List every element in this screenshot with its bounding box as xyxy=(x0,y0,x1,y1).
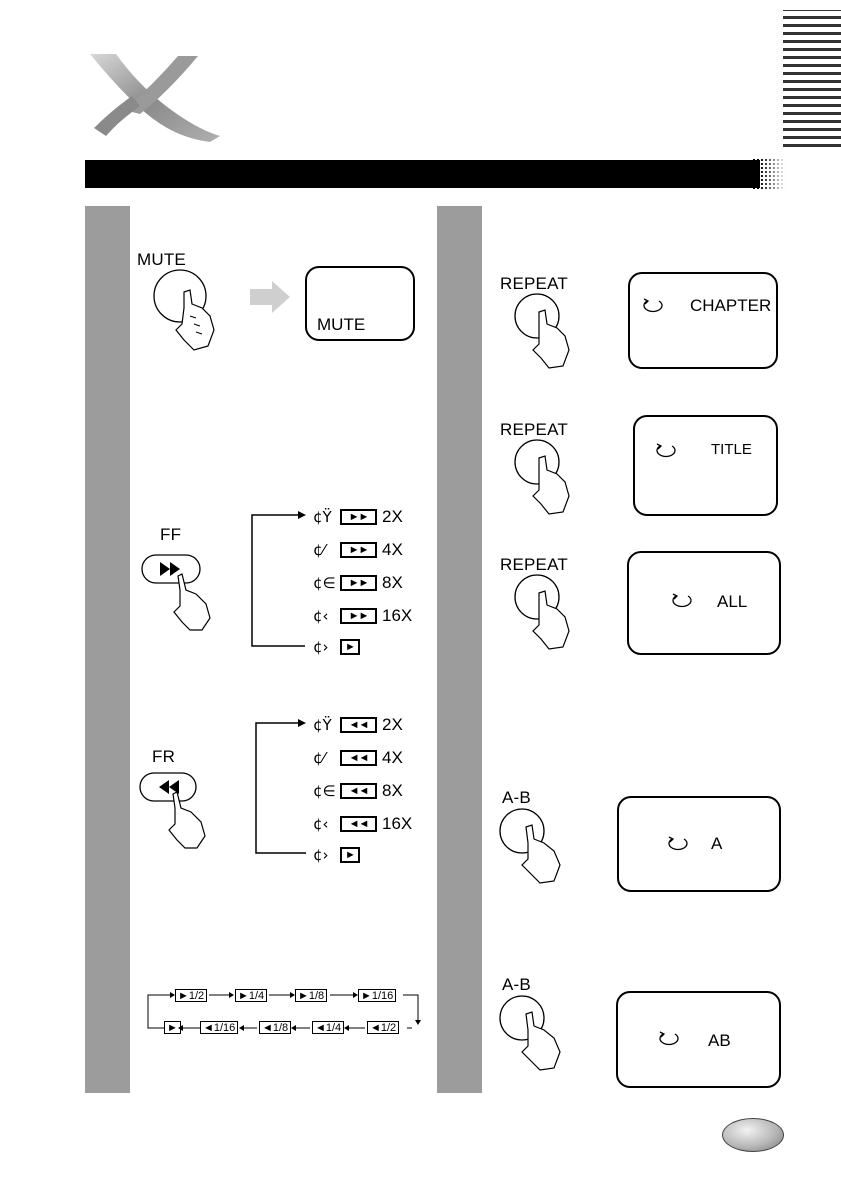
repeat-icon xyxy=(669,593,695,609)
fr-speed-list xyxy=(313,709,412,870)
section-header-bar xyxy=(85,160,760,188)
repeat-title-text: TITLE xyxy=(711,441,752,458)
ff-option: ¢‹ ►► 16X xyxy=(313,605,413,625)
ab-a-text: A xyxy=(711,834,723,853)
repeat-icon xyxy=(640,298,666,314)
slow-reverse-1-2: ◄1/2 xyxy=(367,1021,399,1034)
mute-button-label: MUTE xyxy=(137,250,186,269)
ab-button-label: A-B xyxy=(502,975,531,994)
x-logo-icon xyxy=(82,52,222,144)
slow-forward-1-2: ►1/2 xyxy=(175,989,207,1002)
slow-forward-1-4: ►1/4 xyxy=(235,989,267,1002)
page-number-badge xyxy=(722,1118,784,1152)
fr-option: ¢‹ ◄◄ 16X xyxy=(313,813,413,833)
repeat-button-press-icon xyxy=(513,438,593,520)
slow-forward-1-16: ►1/16 xyxy=(358,989,396,1002)
ab-ab-text: AB xyxy=(708,1031,731,1050)
ff-button-label: FF xyxy=(160,525,182,544)
ff-option: ¢⁄ ►► 4X xyxy=(313,539,403,559)
repeat-button-press-icon xyxy=(513,292,593,374)
repeat-title-screen xyxy=(633,415,778,516)
arrow-right-icon xyxy=(248,279,292,315)
ff-cycle-bracket xyxy=(250,505,310,650)
repeat-all-text: ALL xyxy=(717,592,748,611)
repeat-chapter-text: CHAPTER xyxy=(690,296,772,315)
left-side-strip xyxy=(85,206,130,1093)
mute-screen xyxy=(305,266,415,341)
slow-reverse-1-8: ◄1/8 xyxy=(259,1021,291,1034)
ab-button-press-icon xyxy=(498,805,588,887)
right-side-strip xyxy=(437,206,482,1093)
mute-button-press-icon xyxy=(150,268,240,358)
fr-button-press-icon xyxy=(135,768,227,850)
ff-option: ¢› ► xyxy=(313,632,412,662)
ab-button-press-icon xyxy=(498,992,588,1074)
fr-option: ¢∈ ◄◄ 8X xyxy=(313,780,403,800)
repeat-button-press-icon xyxy=(513,573,593,655)
fr-option: ¢Ÿ ◄◄ 2X xyxy=(313,715,403,734)
ab-a-screen xyxy=(617,796,781,892)
corner-stripes xyxy=(783,0,841,148)
slow-play: ► xyxy=(164,1021,181,1034)
repeat-button-label: REPEAT xyxy=(500,555,568,574)
fr-button-label: FR xyxy=(152,747,176,766)
ff-button-press-icon xyxy=(140,550,230,632)
repeat-icon xyxy=(653,443,679,459)
header-dots-decoration xyxy=(752,158,786,190)
slow-reverse-1-16: ◄1/16 xyxy=(200,1021,238,1034)
slow-reverse-1-4: ◄1/4 xyxy=(312,1021,344,1034)
ff-option: ¢Ÿ ►► 2X xyxy=(313,507,403,526)
repeat-all-screen xyxy=(627,551,781,655)
ff-speed-list xyxy=(313,501,412,662)
ab-button-label: A-B xyxy=(502,788,531,807)
repeat-button-label: REPEAT xyxy=(500,420,568,439)
fr-option: ¢› ► xyxy=(313,840,412,870)
repeat-icon xyxy=(656,1031,682,1047)
repeat-button-label: REPEAT xyxy=(500,274,568,293)
ab-ab-screen xyxy=(616,991,781,1088)
repeat-chapter-screen xyxy=(628,272,778,369)
fr-cycle-bracket xyxy=(254,713,310,858)
ff-option: ¢∈ ►► 8X xyxy=(313,572,403,592)
repeat-icon xyxy=(665,836,691,852)
fr-option: ¢⁄ ◄◄ 4X xyxy=(313,747,403,767)
slow-forward-1-8: ►1/8 xyxy=(295,989,327,1002)
mute-screen-text: MUTE xyxy=(317,315,366,334)
